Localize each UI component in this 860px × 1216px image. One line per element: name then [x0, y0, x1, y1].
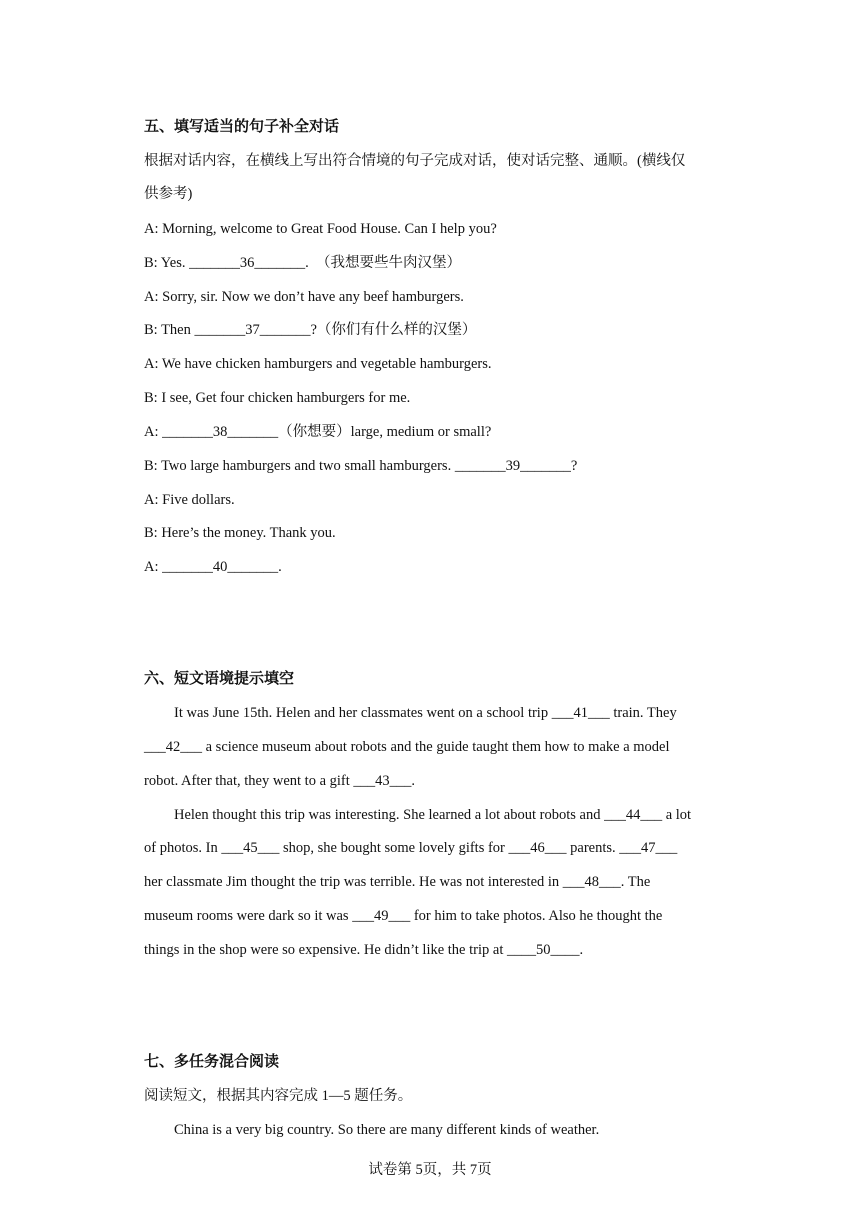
passage-text: parents. [566, 840, 620, 856]
dialogue-line [144, 490, 235, 510]
dialogue-line [144, 253, 461, 273]
answer-blank[interactable]: ___46___ [508, 840, 567, 856]
answer-blank[interactable]: ___42___ [144, 739, 202, 755]
answer-blank[interactable]: ___49___ [352, 908, 411, 924]
passage-text: . The [620, 874, 651, 890]
dialogue-text: A: Sorry, sir. Now we don’t have any beef hamburgers. [144, 289, 464, 305]
passage-line [144, 737, 670, 757]
passage-text: robot. After that, they went to a gift [144, 773, 354, 789]
passage-line [144, 906, 662, 926]
passage-line [144, 771, 415, 791]
dialogue-line [144, 219, 497, 239]
dialogue-text: A: Five dollars. [144, 492, 235, 508]
answer-blank[interactable]: ___43___ [353, 773, 412, 789]
dialogue-line [144, 388, 410, 408]
dialogue-hint: . [278, 559, 282, 575]
dialogue-text: A: [144, 559, 163, 575]
answer-blank[interactable]: ___47___ [619, 840, 678, 856]
answer-blank[interactable]: _______36_______ [189, 255, 306, 271]
answer-blank[interactable]: ___48___ [562, 874, 621, 890]
answer-blank[interactable]: _______38_______ [162, 424, 279, 440]
section7-heading: 七、多任务混合阅读 [144, 1054, 280, 1070]
dialogue-line [144, 422, 491, 442]
passage-text: a science museum about robots and the guide taught them how to make a model [202, 739, 670, 755]
passage-text: train. They [609, 705, 677, 721]
dialogue-line [144, 320, 476, 340]
dialogue-line [144, 456, 577, 476]
section7-instruction: 阅读短文，根据其内容完成 1—5 题任务。 [144, 1088, 413, 1104]
passage-line [144, 838, 677, 858]
passage-text: of photos. In [144, 840, 222, 856]
dialogue-hint: . （我想要些牛肉汉堡） [305, 255, 462, 271]
dialogue-line [144, 354, 492, 374]
passage-text: It was June 15th. Helen and her classmates went on a school trip [174, 705, 552, 721]
dialogue-hint: （你想要）large, medium or small? [278, 424, 492, 440]
passage-text: for him to take photos. Also he thought the [410, 908, 663, 924]
dialogue-text: A: Morning, welcome to Great Food House. Can I help you? [144, 221, 497, 237]
passage-text: her classmate Jim thought the trip was terrible. He was not interested in [144, 874, 563, 890]
passage-line [144, 940, 583, 960]
section7-passage-line: China is a very big country. So there are many different kinds of weather. [174, 1122, 600, 1138]
answer-blank[interactable]: _______37_______ [194, 322, 311, 338]
dialogue-text: B: Two large hamburgers and two small hamburgers. [144, 458, 455, 474]
dialogue-text: B: Yes. [144, 255, 190, 271]
dialogue-text: B: I see, Get four chicken hamburgers for me. [144, 390, 411, 406]
answer-blank[interactable]: ___45___ [221, 840, 280, 856]
dialogue-text: B: Here’s the money. Thank you. [144, 525, 336, 541]
passage-text: . [579, 942, 584, 958]
dialogue-line [144, 557, 282, 577]
dialogue-line [144, 523, 336, 543]
answer-blank[interactable]: ___41___ [551, 705, 610, 721]
section5-instruction: 根据对话内容，在横线上写出符合情境的句子完成对话，使对话完整、通顺。(横线仅 [144, 153, 686, 169]
dialogue-text: A: [144, 424, 163, 440]
passage-text: . [411, 773, 416, 789]
answer-blank[interactable]: ____50____ [506, 942, 580, 958]
dialogue-line [144, 287, 464, 307]
section6-heading: 六、短文语境提示填空 [144, 671, 295, 687]
dialogue-text: A: We have chicken hamburgers and vegetable hamburgers. [144, 356, 492, 372]
dialogue-text: B: Then [144, 322, 195, 338]
passage-line [144, 872, 650, 892]
passage-text: Helen thought this trip was interesting. She learned a lot about robots and [174, 807, 605, 823]
passage-text: museum rooms were dark so it was [144, 908, 353, 924]
passage-text: a lot [662, 807, 692, 823]
passage-line [174, 805, 691, 825]
section5-instruction-cont: 供参考) [144, 186, 193, 202]
dialogue-hint: ? [570, 458, 578, 474]
answer-blank[interactable]: _______40_______ [162, 559, 279, 575]
passage-text: things in the shop were so expensive. He didn’t like the trip at [144, 942, 507, 958]
dialogue-hint: ?（你们有什么样的汉堡） [310, 322, 477, 338]
answer-blank[interactable]: ___44___ [604, 807, 663, 823]
passage-text: shop, she bought some lovely gifts for [279, 840, 509, 856]
section5-heading: 五、填写适当的句子补全对话 [144, 119, 340, 135]
answer-blank[interactable]: _______39_______ [454, 458, 571, 474]
page-footer: 试卷第 5页，共 7页 [368, 1162, 492, 1178]
passage-line [174, 703, 677, 723]
